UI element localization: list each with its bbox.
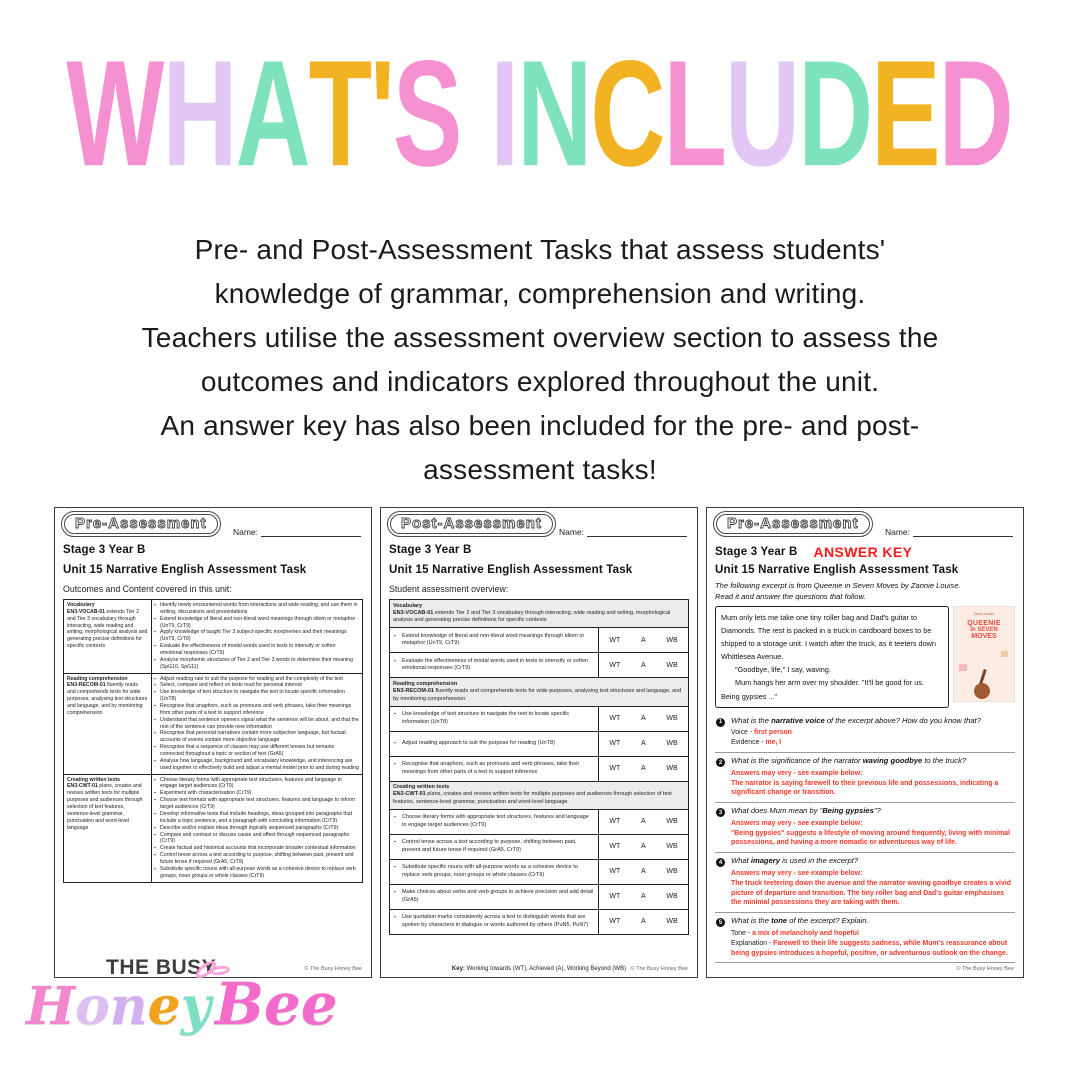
overview-row-bullet: ▪ Recognise that anaphors, such as pronouns and verb phrases, take their meanings from other parts of a text to support inference (394, 761, 594, 776)
rating-option: A (640, 739, 646, 747)
doc-header (715, 513, 1015, 537)
content-bullet: ▪ Evaluate the effectiveness of modal words used in texts to intensify or soften emotional responses (CrT9) (154, 643, 359, 657)
rating-options (598, 860, 688, 884)
answer-text: Answers may very - see example below: (731, 769, 863, 777)
overview-row-bullet: ▪ Substitute specific nouns with all-purpose words as a cohesive device to replace verb groups, noun groups or whole clauses (CrT9) (394, 864, 594, 879)
overview-section-title: Creating written texts (393, 784, 450, 791)
doc-header (389, 513, 689, 537)
rating-option: WB (666, 714, 678, 722)
answer-text: Answers may very - see example below: (731, 819, 863, 827)
answer-line (731, 819, 1013, 829)
content-bullet: ▪ Identify newly encountered words from interactions and wide reading, and use them in writing, discussions and presentations (154, 602, 359, 616)
pre-assessment-badge (713, 511, 873, 537)
question-list (715, 713, 1015, 964)
overview-section-desc (393, 610, 685, 625)
name-label: Name: (884, 527, 910, 537)
overview-row-bullet: ▪ Use quotation marks consistently across a text to distinguish words that are spoken by characters in dialogue or words authored by others (PuN5, PuN7) (394, 914, 594, 929)
answer-line (731, 869, 1013, 879)
overview-section-desc (393, 688, 685, 703)
content-bullet: ▪ Extend knowledge of literal and non-literal word meanings through idiom or metaphor (UnT9, CrT9) (154, 616, 359, 630)
overview-section-desc (393, 791, 685, 806)
book-author: Zanni Louise (973, 611, 995, 616)
answer-block (731, 819, 1013, 848)
answer-text: Answers may very - see example below: (731, 870, 863, 878)
logo-honey-letter: n (109, 976, 148, 1037)
answer-text: Farewell to their life suggests sadness, while Mum's reassurance about being gypsies introduces a hopeful, positive, or adventurous outlook on the change. (731, 939, 1008, 957)
rating-option: WT (609, 764, 621, 772)
content-bullet: ▪ Develop informative texts that include headings, ideas grouped into paragraphs that include a topic sentence, and a paragraph with concluding information (CrT9) (154, 811, 359, 825)
intro-line: Pre- and Post-Assessment Tasks that assess students' (194, 234, 886, 265)
instruction-line: The following excerpt is from Queenie in Seven Moves by Zannie Louise. (715, 581, 961, 590)
overview-row-bullet: ▪ Evaluate the effectiveness of modal words used in texts to intensify or soften emotional responses (CrT9) (394, 658, 594, 673)
question-text (731, 716, 1013, 726)
answer-line (731, 779, 1013, 799)
content-bullet: ▪ Compare and contrast or discuss cause and effect through sequenced paragraphs (CrT9) (154, 832, 359, 846)
content-bullet: ▪ Experiment with characterisation (CrT9) (154, 790, 359, 797)
question-emphasis: imagery (750, 856, 780, 866)
content-bullet: ▪ Substitute specific nouns with all-purpose words as a cohesive device to replace verb groups, noun groups or whole clauses (CrT9) (154, 866, 359, 880)
answer-text: me, I (765, 739, 782, 747)
question-block (715, 713, 1015, 753)
logo-honey-letter: H (26, 976, 76, 1037)
content-cell (152, 600, 362, 673)
text-segment: to the truck? (922, 756, 967, 765)
content-bullet: ▪ Use knowledge of text structure to navigate the text to locate specific information (UnT8) (154, 689, 359, 703)
content-bullet: ▪ Recognise that a sequence of clauses may use different tenses but remains connected throughout a topic or section of text (GrA5) (154, 744, 359, 758)
rating-option: WB (666, 764, 678, 772)
title-letter: E (871, 30, 941, 199)
book-title-line2: in SEVEN (970, 626, 998, 633)
rating-option: WB (666, 818, 678, 826)
overview-section-code: EN3-RECOM-01 (393, 688, 436, 695)
overview-row (390, 652, 688, 677)
title-letter: D (798, 30, 874, 199)
overview-row-bullet: ▪ Use knowledge of text structure to navigate the text to locate specific information (UnT8) (394, 711, 594, 726)
rating-option: WT (609, 868, 621, 876)
text-segment: What is the significance of the narrator (731, 756, 863, 765)
rating-option: WT (609, 818, 621, 826)
text-segment: "? (873, 806, 881, 816)
title-letter: H (162, 30, 238, 199)
text-segment: is used in the excerpt? (779, 856, 859, 866)
answer-block (731, 728, 1013, 748)
overview-section-header (390, 677, 688, 705)
rating-option: A (640, 868, 646, 876)
unit-heading: Unit 15 Narrative English Assessment Task (715, 564, 959, 576)
overview-section-title: Vocabulary (393, 602, 423, 609)
assessment-overview-table (389, 599, 689, 935)
outcomes-table-row (64, 600, 362, 673)
content-cell (152, 674, 362, 774)
overview-row-bullet: ▪ Control tense across a text according to purpose, shifting between past, present and future tense if required (GrA5, CrT9) (394, 839, 594, 854)
text-segment: What does Mum mean by " (731, 806, 823, 816)
question-number: 2 (716, 758, 725, 767)
overview-section-title: Reading comprehension (393, 680, 458, 687)
title-letter: T (308, 30, 373, 199)
rating-options (598, 732, 688, 756)
outcome-title: Creating written texts (67, 776, 121, 783)
name-label: Name: (232, 527, 258, 537)
logo-script-text (26, 970, 338, 1038)
rating-option: A (640, 918, 646, 926)
overview-section-code: EN3-VOCAB-01 (393, 609, 435, 616)
rating-option: WT (609, 918, 621, 926)
content-bullet: ▪ Control tense across a text according to purpose, shifting between past, present and future tense if required (GrA5, CrT9) (154, 852, 359, 866)
name-blank-line (261, 528, 361, 537)
overview-row-bullet: ▪ Make choices about verbs and verb groups to achieve precision and add detail (GrA5) (394, 889, 594, 904)
intro-paragraph (0, 228, 1080, 492)
rating-options (598, 835, 688, 859)
title-letter: U (724, 30, 801, 199)
outcome-description (67, 783, 148, 831)
stage-heading: Stage 3 Year B (715, 546, 798, 558)
overview-row-desc (390, 810, 598, 834)
overview-section-desc-text: fluently reads and comprehends texts for wide purposes, analysing text structures and language, and by monitoring comprehension (393, 688, 682, 702)
rating-option: WT (609, 893, 621, 901)
overview-row-bullet: ▪ Adjust reading approach to suit the purpose for reading (UnT8) (394, 740, 555, 747)
answer-text: a mix of melancholy and hopeful (752, 929, 859, 937)
content-bullet: ▪ Select, compare and reflect on texts read for personal interest (154, 682, 359, 689)
answer-block (731, 869, 1013, 908)
question-number: 4 (716, 858, 725, 867)
badge-label: Pre-Assessment (727, 515, 859, 532)
answer-line (731, 939, 1013, 959)
outcomes-table-row (64, 673, 362, 774)
outcome-description (67, 682, 148, 716)
book-cover-illustration (1001, 651, 1008, 657)
name-field (885, 527, 1013, 537)
rating-option: WB (666, 661, 678, 669)
content-bullet: ▪ Recognise that personal narratives contain more subjective language, but factual accounts of events contain more objective language (154, 730, 359, 744)
name-field (233, 527, 361, 537)
outcome-desc-text: fluently reads and comprehends texts for wide purposes, analysing text structures and language, and by monitoring comprehension (67, 682, 148, 716)
doc-header (63, 513, 363, 537)
question-text (731, 856, 1013, 866)
rating-option: WT (609, 636, 621, 644)
intro-line: knowledge of grammar, comprehension and writing. (214, 278, 866, 309)
copyright-footer: © The Busy Honey Bee (956, 966, 1014, 972)
rating-option: A (640, 636, 646, 644)
title-letter: D (938, 30, 1014, 199)
answer-block (731, 929, 1013, 958)
outcome-cell (64, 674, 152, 774)
rating-options (598, 810, 688, 834)
overview-row-desc (390, 885, 598, 909)
excerpt-paragraph: Mum only lets me take one tiny roller bag and Dad's guitar to Diamonds. The rest is packed in a truck in cardboard boxes to be shipped to a storage unit. I watch after the truck, as it teeters down Whittlesea Avenue. (721, 612, 936, 662)
answer-block (731, 769, 1013, 798)
title-letter: C (590, 30, 666, 199)
content-bullet: ▪ Create factual and historical accounts that incorporate broader contextual information (154, 845, 359, 852)
outcome-code: EN3-RECOM-01 (67, 682, 108, 689)
overview-row-desc (390, 860, 598, 884)
rating-option: A (640, 893, 646, 901)
outcomes-table-row (64, 774, 362, 882)
rating-option: WB (666, 636, 678, 644)
name-blank-line (913, 528, 1013, 537)
question-block (715, 913, 1015, 963)
text-segment: of the excerpt above? How do you know that? (824, 715, 981, 725)
content-bullet: ▪ Analyse how language, background and vocabulary knowledge, and inferencing are used together to effectively build and adjust a mental model prior to and during reading (154, 758, 359, 772)
outcome-cell (64, 775, 152, 882)
rating-option: WB (666, 739, 678, 747)
stage-heading: Stage 3 Year B (63, 544, 146, 556)
text-segment: Evidence - (731, 739, 766, 747)
overview-row-bullet: ▪ Extend knowledge of literal and non-literal word meanings through idiom or metaphor (UnT9, CrT9) (394, 633, 594, 648)
doc-subtitle: Outcomes and Content covered in this unit: (63, 584, 232, 594)
question-number: 5 (716, 918, 725, 927)
text-segment: Voice - (731, 729, 754, 737)
text-segment: What is the (731, 916, 772, 926)
outcome-desc-text: extends Tier 2 and Tier 3 vocabulary through interacting, wide reading and writing, morphological analysis and generating precise definitions for specific contexts (67, 608, 148, 650)
answer-line (731, 769, 1013, 779)
answer-key-label: ANSWER KEY (813, 544, 913, 560)
copyright-footer: © The Busy Honey Bee (304, 966, 362, 972)
answer-line (731, 929, 1013, 939)
title-letter: N (517, 30, 593, 199)
rating-options (598, 885, 688, 909)
rating-options (598, 757, 688, 781)
outcome-code: EN3-CWT-01 (67, 783, 100, 790)
rating-option: A (640, 818, 646, 826)
outcomes-table (63, 599, 363, 883)
badge-label: Post-Assessment (401, 515, 542, 532)
book-cover-guitar (974, 683, 990, 699)
content-bullet: ▪ Describe and/or explain ideas through logically sequenced paragraphs (CrT9) (154, 825, 359, 832)
title-letter: W (66, 30, 165, 199)
badge-frame (390, 514, 553, 534)
question-emphasis: waving goodbye (862, 756, 923, 765)
overview-row (390, 809, 688, 834)
key-text: Working towards (WT), Achieved (A), Working Beyond (WB) (464, 966, 627, 972)
title-letter: I (490, 30, 520, 199)
overview-row (390, 859, 688, 884)
question-block (715, 853, 1015, 913)
intro-line: An answer key has also been included for the pre- and post- (160, 410, 920, 441)
logo-honey-letter: e (147, 976, 181, 1037)
overview-row-desc (390, 732, 598, 756)
rating-options (598, 628, 688, 652)
excerpt-paragraph: "Goodbye, life," I say, waving. (735, 665, 831, 675)
rating-option: WT (609, 661, 621, 669)
content-bullet: ▪ Adjust reading rate to suit the purpose for reading and the complexity of the text (154, 676, 359, 683)
logo-bee-text: Bee (214, 970, 338, 1038)
badge-frame (716, 514, 870, 534)
book-title-line3: MOVES (971, 632, 997, 640)
name-blank-line (587, 528, 687, 537)
overview-row-bullet: ▪ Choose literary forms with appropriate text structures, features and language to engage target audiences (CrT9) (394, 814, 594, 829)
overview-row (390, 627, 688, 652)
overview-section-code: EN3-CWT-01 (393, 791, 428, 798)
excerpt-paragraph: Mum hangs her arm over my shoulder. "It'll be good for us. Being gypsies ..." (721, 678, 924, 701)
name-field (559, 527, 687, 537)
overview-section-desc-text: extends Tier 2 and Tier 3 vocabulary through interacting, wide reading and writing, morphological analysis and generating precise definitions for specific contexts (393, 609, 671, 624)
overview-row (390, 909, 688, 934)
overview-section-header (390, 600, 688, 627)
logo-honey-letter: y (180, 976, 211, 1037)
text-segment: Tone - (731, 929, 753, 937)
overview-row (390, 834, 688, 859)
book-title-line1: QUEENIE (967, 619, 1001, 627)
overview-row (390, 884, 688, 909)
logo-honey-letter: o (75, 976, 110, 1037)
answer-text: The truck teetering down the avenue and the narrator waving goodbye creates a vivid picture of departure and transition. The tiny roller bag and Dad's guitar emphasises the minimal possessions they are taking with them. (731, 879, 1011, 907)
rating-option: A (640, 661, 646, 669)
overview-section-desc-text: plans, creates and revises written texts for multiple purposes and audiences through selection of text features, sentence-level grammar, punctuation and word-level language (393, 791, 672, 805)
overview-row (390, 756, 688, 781)
rating-option: WT (609, 739, 621, 747)
excerpt-instructions (715, 580, 1015, 603)
outcome-code: EN3-VOCAB-01 (67, 608, 107, 615)
rating-options (598, 707, 688, 731)
title-letter: L (663, 30, 727, 199)
answer-line (731, 879, 1013, 908)
question-emphasis: Being gypsies (822, 806, 874, 816)
answer-line (731, 829, 1013, 849)
book-cover-illustration (959, 664, 967, 671)
rating-option: WB (666, 893, 678, 901)
question-emphasis: narrative voice (771, 715, 825, 725)
overview-section-header (390, 781, 688, 809)
rating-option: WT (609, 843, 621, 851)
rating-options (598, 910, 688, 934)
instruction-line: Read it and answer the questions that follow. (715, 592, 866, 602)
logo-top-text: THE BUSY (106, 956, 217, 979)
outcome-cell (64, 600, 152, 673)
question-text (731, 916, 1013, 926)
question-text (731, 756, 1013, 766)
page-title (0, 26, 1080, 199)
overview-row-desc (390, 910, 598, 934)
key-label: Key: (451, 966, 465, 972)
intro-line: outcomes and indicators explored throughout the unit. (200, 366, 880, 397)
question-number: 3 (716, 808, 725, 817)
rating-options (598, 653, 688, 677)
name-label: Name: (558, 527, 584, 537)
overview-row-desc (390, 707, 598, 731)
text-segment: What is the (731, 715, 772, 725)
overview-row-desc (390, 628, 598, 652)
text-segment: of the excerpt? Explain. (787, 916, 869, 926)
content-bullet: ▪ Choose text formats with appropriate text structures, features and language to inform target audiences (CrT9) (154, 797, 359, 811)
answer-key-document (706, 507, 1024, 978)
content-bullet: ▪ Recognise that anaphors, such as pronouns and verb phrases, take their meanings from other parts of a text to support inference (154, 703, 359, 717)
outcome-title: Vocabulary (67, 602, 95, 608)
intro-line: assessment tasks! (423, 454, 657, 485)
content-bullet: ▪ Choose literary forms with appropriate text structures, features and language to engage target audiences (CrT9) (154, 777, 359, 791)
pre-assessment-document (54, 507, 372, 978)
text-segment: What (731, 856, 751, 866)
unit-heading: Unit 15 Narrative English Assessment Task (63, 564, 307, 576)
question-block (715, 753, 1015, 803)
rating-option: A (640, 843, 646, 851)
overview-row-desc (390, 757, 598, 781)
unit-heading: Unit 15 Narrative English Assessment Task (389, 564, 633, 576)
post-assessment-document (380, 507, 698, 978)
rating-option: WB (666, 918, 678, 926)
copyright-footer: © The Busy Honey Bee (630, 966, 688, 972)
outcome-description (67, 609, 148, 650)
overview-row-desc (390, 653, 598, 677)
title-letter: S (392, 30, 463, 199)
excerpt-section (715, 606, 1015, 708)
content-bullet: ▪ Apply knowledge of taught Tier 3 subject-specific morphemes and their meanings (UnT9, CrT8) (154, 629, 359, 643)
intro-line: Teachers utilise the assessment overview section to assess the (141, 322, 939, 353)
overview-row (390, 731, 688, 756)
question-text (731, 806, 1013, 816)
outcome-desc-text: plans, creates and revises written texts for multiple purposes and audiences through selection of text features, sentence-level grammar, punctuation and word-level language (67, 783, 143, 831)
documents-row (54, 507, 1024, 978)
rating-option: A (640, 714, 646, 722)
doc-subtitle: Student assessment overview: (389, 584, 509, 594)
badge-frame (64, 514, 218, 534)
post-assessment-badge (387, 511, 556, 537)
overview-row (390, 706, 688, 731)
answer-text: first person (753, 729, 792, 737)
outcome-title: Reading comprehension (67, 675, 128, 682)
answer-line (731, 738, 1013, 748)
question-number: 1 (716, 718, 725, 727)
busy-honey-bee-logo (26, 956, 338, 1071)
stage-heading: Stage 3 Year B (389, 544, 472, 556)
title-letter: A (235, 30, 311, 199)
text-segment: Explanation - (731, 939, 774, 947)
rating-option: WB (666, 868, 678, 876)
answer-line (731, 728, 1013, 738)
excerpt-text-box (715, 606, 949, 708)
content-cell (152, 775, 362, 882)
question-emphasis: tone (771, 916, 788, 926)
answer-text: The narrator is saying farewell to their previous life and possessions, indicating a significant change or transition. (731, 779, 999, 797)
overview-row-desc (390, 835, 598, 859)
answer-text: "Being gypsies" suggests a lifestyle of moving around frequently, living with minimal possessions, and having a more nomadic or adventurous way of life. (731, 829, 1011, 847)
book-cover (953, 606, 1015, 702)
question-block (715, 803, 1015, 853)
content-bullet: ▪ Analyse morphemic structures of Tier 2 and Tier 3 words to determine their meaning (SpG10, SpG11) (154, 657, 359, 671)
pre-assessment-badge (61, 511, 221, 537)
rating-option: WB (666, 843, 678, 851)
bee-wings-icon (194, 960, 230, 979)
stage-row (715, 544, 1015, 560)
title-letter: ' (370, 30, 395, 199)
rating-option: A (640, 764, 646, 772)
content-bullet: ▪ Understand that sentence openers signal what the sentence will be about, and that the rest of the sentence can provide new information (154, 717, 359, 731)
badge-label: Pre-Assessment (75, 515, 207, 532)
rating-option: WT (609, 714, 621, 722)
